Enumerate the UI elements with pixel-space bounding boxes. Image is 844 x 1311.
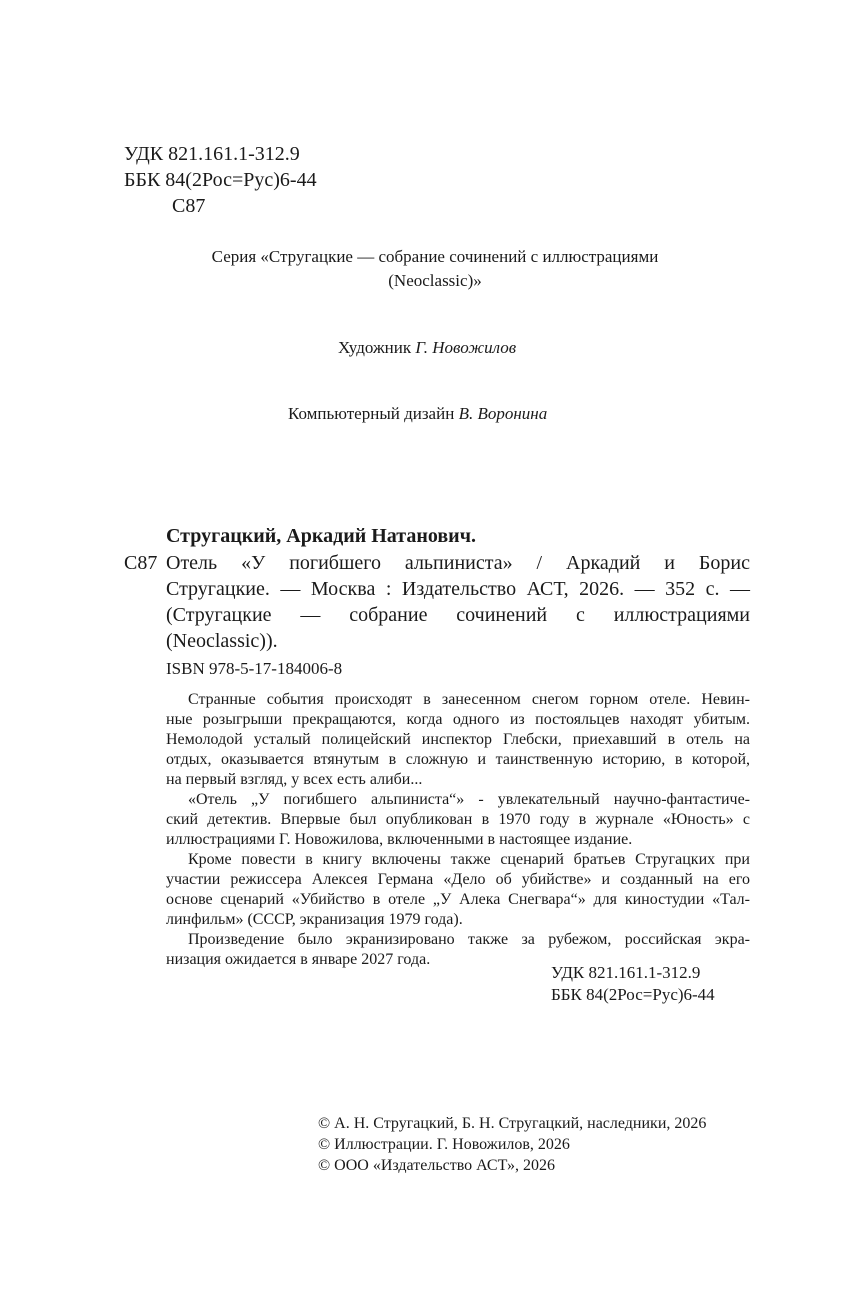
copyright-line: © А. Н. Стругацкий, Б. Н. Стругацкий, наследники, 2026 — [318, 1115, 707, 1132]
copyright-line: © Иллюстрации. Г. Новожилов, 2026 — [318, 1136, 570, 1153]
classification-right — [551, 962, 715, 1006]
udk-code: УДК 821.161.1-312.9 — [124, 143, 300, 165]
annotation-line: ные розыгрыши прекращаются, когда одного из постояльцев находят убитым. — [166, 711, 750, 728]
author-sign: С87 — [172, 195, 206, 217]
annotation-line: отдых, оказывается втянутым в сложную и таинственную историю, в которой, — [166, 751, 750, 768]
copyright-line: © ООО «Издательство АСТ», 2026 — [318, 1157, 555, 1174]
bib-line: (Стругацкие — собрание сочинений с иллюстрациями — [166, 604, 750, 626]
udk-code-right: УДК 821.161.1-312.9 — [551, 963, 701, 982]
series-title — [150, 245, 720, 293]
annotation-line: низация ожидается в январе 2027 года. — [166, 951, 431, 968]
annotation-line: линфильм» (СССР, экранизация 1979 года). — [166, 911, 463, 928]
bbk-code-right: ББК 84(2Рос=Рус)6-44 — [551, 985, 715, 1004]
bib-line: (Neoclassic)). — [166, 630, 278, 652]
annotation-line: иллюстрациями Г. Новожилова, включенными в настоящее издание. — [166, 831, 633, 848]
classification-block — [124, 141, 317, 219]
annotation-line: основе сценарий «Убийство в отеле „У Алека Снегвара“» для киностудии «Тал- — [166, 891, 750, 908]
annotation — [166, 690, 750, 970]
copyright-block — [318, 1113, 706, 1176]
annotation-line: Странные события происходят в занесенном снегом горном отеле. Невин- — [188, 691, 750, 708]
annotation-line: «Отель „У погибшего альпиниста“» - увлекательный научно-фантастиче- — [188, 791, 750, 808]
annotation-line: Произведение было экранизировано также за рубежом, российская экра- — [188, 931, 750, 948]
design-label: Компьютерный дизайн — [288, 404, 455, 423]
artist-name: Г. Новожилов — [415, 338, 517, 357]
artist-label: Художник — [338, 338, 412, 357]
bib-line: Отель «У погибшего альпиниста» / Аркадий и Борис — [166, 552, 750, 574]
artist-credit — [338, 337, 516, 359]
design-name: В. Воронина — [458, 404, 548, 423]
bib-description — [166, 550, 750, 654]
annotation-line: Немолодой усталый полицейский инспектор Глебски, приехавший в отель на — [166, 731, 750, 748]
bib-author: Стругацкий, Аркадий Натанович. — [166, 525, 476, 547]
series-line-2: (Neoclassic)» — [388, 271, 482, 290]
annotation-line: на первый взгляд, у всех есть алиби... — [166, 771, 423, 788]
bib-line: Стругацкие. — Москва : Издательство АСТ, 2026. — 352 с. — — [166, 578, 750, 600]
annotation-line: Кроме повести в книгу включены также сценарий братьев Стругацких при — [188, 851, 750, 868]
series-line-1: Серия «Стругацкие — собрание сочинений с иллюстрациями — [211, 247, 659, 266]
isbn: ISBN 978-5-17-184006-8 — [166, 659, 343, 678]
bib-author-sign: С87 — [124, 552, 158, 574]
design-credit — [288, 403, 547, 425]
annotation-line: участии режиссера Алексея Германа «Дело об убийстве» и созданный на его — [166, 871, 750, 888]
bbk-code: ББК 84(2Рос=Рус)6-44 — [124, 169, 317, 191]
annotation-line: ский детектив. Впервые был опубликован в 1970 году в журнале «Юность» с — [166, 811, 750, 828]
